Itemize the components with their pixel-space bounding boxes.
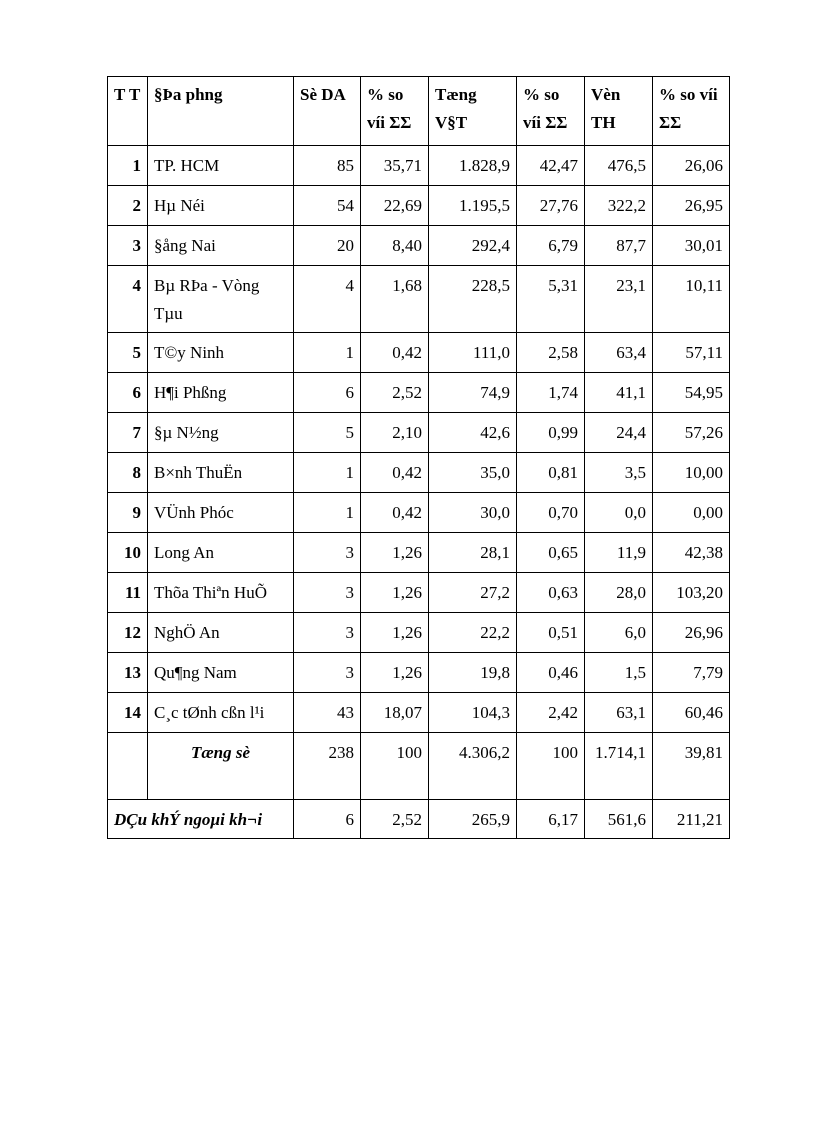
row-province: Long An [148, 533, 294, 573]
row-pct-implemented: 0,00 [653, 493, 730, 533]
total-pct-count: 100 [361, 733, 429, 800]
row-capital: 19,8 [429, 653, 517, 693]
row-pct-implemented: 26,95 [653, 186, 730, 226]
row-pct-count: 0,42 [361, 453, 429, 493]
row-tt: 3 [108, 226, 148, 266]
row-tt: 6 [108, 373, 148, 413]
row-count: 1 [294, 333, 361, 373]
table-row [108, 266, 730, 333]
row-pct-implemented: 26,06 [653, 146, 730, 186]
row-province: NghÖ An [148, 613, 294, 653]
row-province: Hµ Néi [148, 186, 294, 226]
total-count: 238 [294, 733, 361, 800]
row-pct-implemented: 10,11 [653, 266, 730, 333]
row-pct-count: 0,42 [361, 493, 429, 533]
row-count: 20 [294, 226, 361, 266]
table-row [108, 453, 730, 493]
table-row [108, 493, 730, 533]
row-pct-count: 1,26 [361, 573, 429, 613]
table-row [108, 613, 730, 653]
row-implemented: 87,7 [585, 226, 653, 266]
total-row [108, 733, 730, 800]
offshore-oil-row [108, 800, 730, 839]
row-pct-capital: 0,63 [517, 573, 585, 613]
row-implemented: 1,5 [585, 653, 653, 693]
row-count: 1 [294, 453, 361, 493]
row-count: 3 [294, 613, 361, 653]
row-pct-count: 35,71 [361, 146, 429, 186]
investment-table [107, 76, 730, 839]
row-capital: 292,4 [429, 226, 517, 266]
table-row [108, 373, 730, 413]
row-implemented: 24,4 [585, 413, 653, 453]
row-implemented: 0,0 [585, 493, 653, 533]
row-pct-implemented: 26,96 [653, 613, 730, 653]
offshore-pct-count: 2,52 [361, 800, 429, 839]
row-capital: 1.828,9 [429, 146, 517, 186]
row-tt: 11 [108, 573, 148, 613]
total-tt-cell [108, 733, 148, 800]
row-pct-capital: 0,51 [517, 613, 585, 653]
row-pct-implemented: 60,46 [653, 693, 730, 733]
row-pct-count: 1,26 [361, 533, 429, 573]
row-pct-count: 18,07 [361, 693, 429, 733]
table-row [108, 693, 730, 733]
row-pct-capital: 0,46 [517, 653, 585, 693]
row-pct-capital: 0,99 [517, 413, 585, 453]
row-tt: 13 [108, 653, 148, 693]
row-tt: 8 [108, 453, 148, 493]
offshore-pct-capital: 6,17 [517, 800, 585, 839]
table-row [108, 413, 730, 453]
header-tt: T T [108, 77, 148, 146]
row-implemented: 476,5 [585, 146, 653, 186]
row-implemented: 63,1 [585, 693, 653, 733]
row-tt: 5 [108, 333, 148, 373]
row-pct-capital: 5,31 [517, 266, 585, 333]
row-pct-count: 22,69 [361, 186, 429, 226]
row-pct-count: 0,42 [361, 333, 429, 373]
offshore-implemented: 561,6 [585, 800, 653, 839]
row-pct-capital: 42,47 [517, 146, 585, 186]
row-province: Bµ RÞa - Vòng Tµu [148, 266, 294, 333]
row-province: T©y Ninh [148, 333, 294, 373]
table-header-row [108, 77, 730, 146]
row-pct-implemented: 54,95 [653, 373, 730, 413]
row-count: 5 [294, 413, 361, 453]
offshore-oil-label: DÇu khÝ ngoµi kh¬i [108, 800, 294, 839]
header-implemented: Vèn TH [585, 77, 653, 146]
row-province: VÜnh Phóc [148, 493, 294, 533]
row-capital: 104,3 [429, 693, 517, 733]
table-row [108, 333, 730, 373]
row-pct-capital: 0,81 [517, 453, 585, 493]
row-count: 3 [294, 533, 361, 573]
row-count: 54 [294, 186, 361, 226]
row-count: 85 [294, 146, 361, 186]
row-implemented: 6,0 [585, 613, 653, 653]
row-pct-capital: 0,65 [517, 533, 585, 573]
row-pct-count: 8,40 [361, 226, 429, 266]
row-capital: 228,5 [429, 266, 517, 333]
row-province: TP. HCM [148, 146, 294, 186]
row-count: 3 [294, 573, 361, 613]
row-capital: 35,0 [429, 453, 517, 493]
total-label: Tæng sè [148, 733, 294, 800]
row-pct-implemented: 57,26 [653, 413, 730, 453]
row-pct-implemented: 7,79 [653, 653, 730, 693]
row-implemented: 322,2 [585, 186, 653, 226]
row-tt: 10 [108, 533, 148, 573]
header-province: §Þa phng [148, 77, 294, 146]
row-implemented: 23,1 [585, 266, 653, 333]
row-pct-implemented: 42,38 [653, 533, 730, 573]
total-pct-implemented: 39,81 [653, 733, 730, 800]
header-capital: Tæng V§T [429, 77, 517, 146]
total-capital: 4.306,2 [429, 733, 517, 800]
offshore-capital: 265,9 [429, 800, 517, 839]
offshore-count: 6 [294, 800, 361, 839]
row-capital: 74,9 [429, 373, 517, 413]
row-pct-capital: 1,74 [517, 373, 585, 413]
row-capital: 28,1 [429, 533, 517, 573]
row-implemented: 28,0 [585, 573, 653, 613]
row-pct-implemented: 57,11 [653, 333, 730, 373]
row-province: H¶i Phßng [148, 373, 294, 413]
row-pct-capital: 6,79 [517, 226, 585, 266]
row-province: Thõa Thiªn HuÕ [148, 573, 294, 613]
row-pct-count: 1,26 [361, 613, 429, 653]
row-count: 43 [294, 693, 361, 733]
row-capital: 22,2 [429, 613, 517, 653]
row-implemented: 63,4 [585, 333, 653, 373]
table-row [108, 653, 730, 693]
header-pct-count: % so víi ΣΣ [361, 77, 429, 146]
row-tt: 9 [108, 493, 148, 533]
row-province: Qu¶ng Nam [148, 653, 294, 693]
header-count: Sè DA [294, 77, 361, 146]
row-implemented: 3,5 [585, 453, 653, 493]
row-pct-capital: 2,42 [517, 693, 585, 733]
row-province: §ång Nai [148, 226, 294, 266]
table-row [108, 573, 730, 613]
row-province: §µ N½ng [148, 413, 294, 453]
header-pct-implemented: % so víi ΣΣ [653, 77, 730, 146]
total-implemented: 1.714,1 [585, 733, 653, 800]
row-tt: 12 [108, 613, 148, 653]
row-province: B×nh ThuËn [148, 453, 294, 493]
row-capital: 30,0 [429, 493, 517, 533]
row-pct-capital: 2,58 [517, 333, 585, 373]
row-pct-count: 1,68 [361, 266, 429, 333]
row-tt: 7 [108, 413, 148, 453]
row-tt: 4 [108, 266, 148, 333]
row-province: C¸c tØnh cßn l¹i [148, 693, 294, 733]
row-pct-capital: 27,76 [517, 186, 585, 226]
row-pct-capital: 0,70 [517, 493, 585, 533]
row-implemented: 11,9 [585, 533, 653, 573]
row-count: 6 [294, 373, 361, 413]
offshore-pct-implemented: 211,21 [653, 800, 730, 839]
table-row [108, 186, 730, 226]
table-row [108, 146, 730, 186]
row-pct-count: 1,26 [361, 653, 429, 693]
row-tt: 1 [108, 146, 148, 186]
row-count: 4 [294, 266, 361, 333]
row-pct-implemented: 10,00 [653, 453, 730, 493]
total-pct-capital: 100 [517, 733, 585, 800]
row-count: 3 [294, 653, 361, 693]
table-row [108, 226, 730, 266]
row-count: 1 [294, 493, 361, 533]
row-capital: 1.195,5 [429, 186, 517, 226]
row-capital: 42,6 [429, 413, 517, 453]
table-row [108, 533, 730, 573]
row-tt: 2 [108, 186, 148, 226]
row-pct-implemented: 103,20 [653, 573, 730, 613]
header-pct-capital: % so víi ΣΣ [517, 77, 585, 146]
row-capital: 27,2 [429, 573, 517, 613]
row-tt: 14 [108, 693, 148, 733]
row-implemented: 41,1 [585, 373, 653, 413]
row-capital: 111,0 [429, 333, 517, 373]
row-pct-count: 2,10 [361, 413, 429, 453]
row-pct-implemented: 30,01 [653, 226, 730, 266]
row-pct-count: 2,52 [361, 373, 429, 413]
